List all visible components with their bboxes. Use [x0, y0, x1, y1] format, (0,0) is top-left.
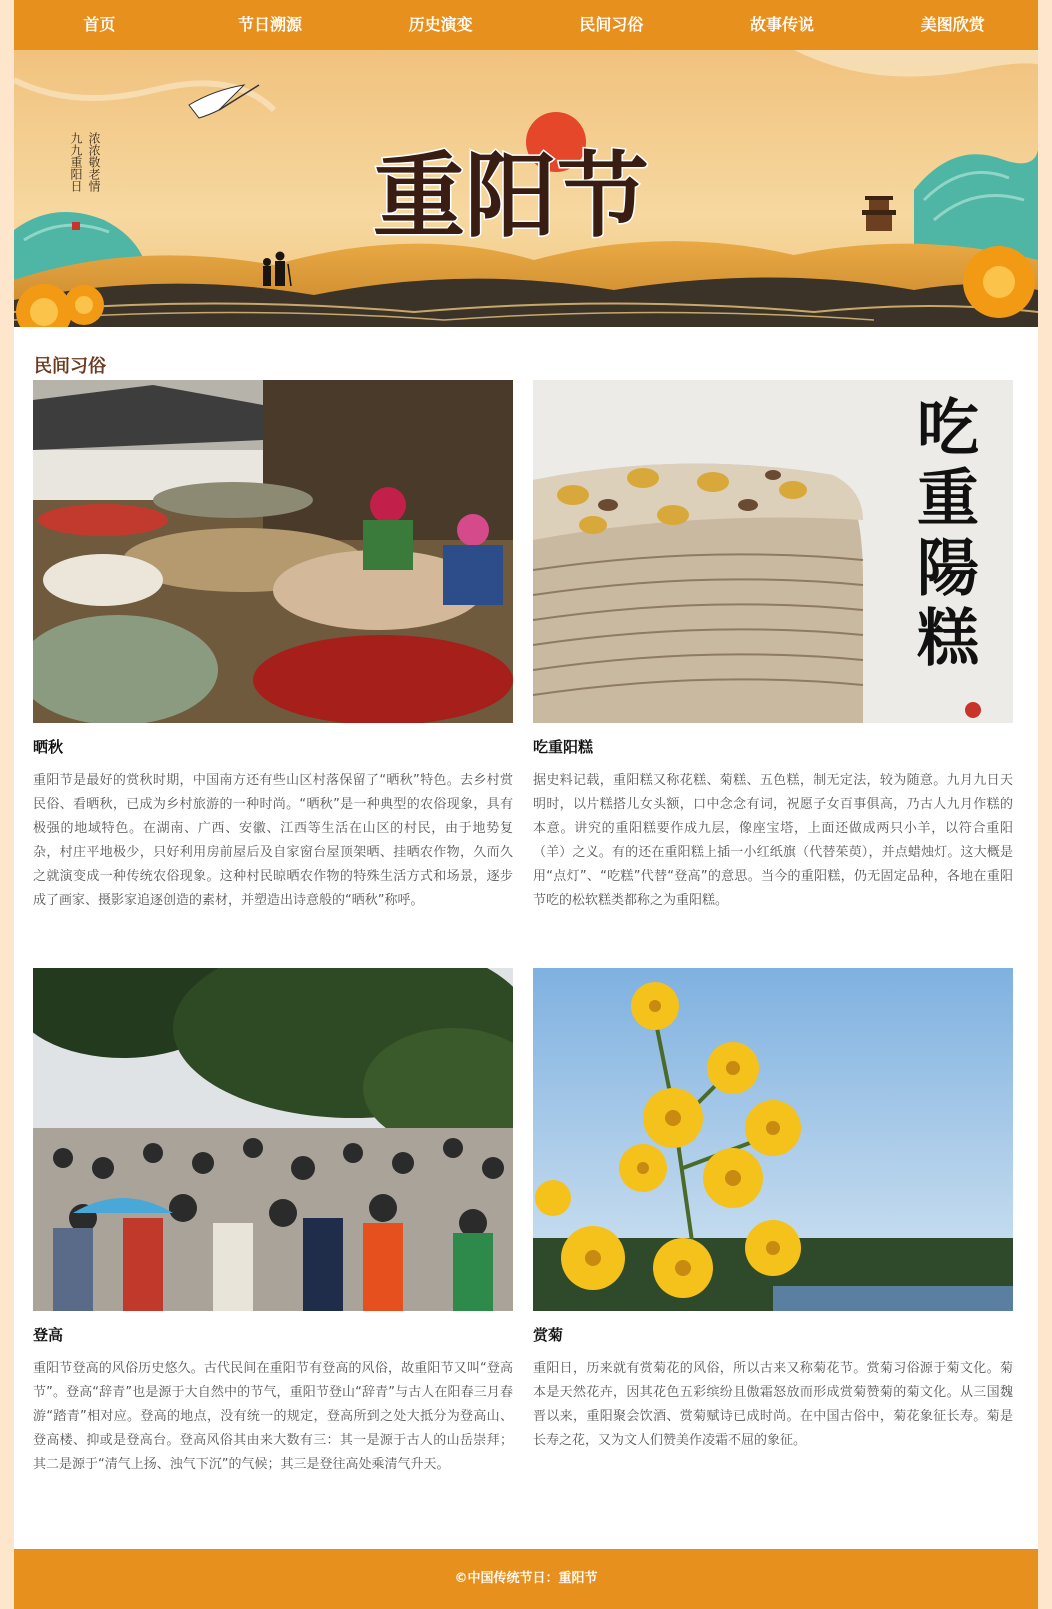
- banner-illustration: [14, 50, 1038, 327]
- drying-crops-image: [33, 380, 513, 723]
- banner-title: 重阳节: [372, 142, 650, 250]
- card-text: 重阳节登高的风俗历史悠久。古代民间在重阳节有登高的风俗，故重阳节又叫“登高节”。登高“辞青”也是源于大自然中的节气，重阳节登山“辞青”与古人在阳春三月春游“踏青”相对应。登高的地点，没有统一的规定，登高所到之处大抵分为登高山、登高楼、抑或是登高台。登高风俗其由来大数有三：其一是源于古人的山岳崇拜；其二是源于“清气上扬、浊气下沉”的气候；其三是登往高处乘清气升天。: [33, 1361, 513, 1472]
- page: [14, 0, 1038, 1609]
- card-text: 据史料记载，重阳糕又称花糕、菊糕、五色糕，制无定法，较为随意。九月九日天明时，以片糕搭儿女头额，口中念念有词，祝愿子女百事俱高，乃古人九月作糕的本意。讲究的重阳糕要作成九层，像座宝塔，上面还做成两只小羊，以符合重阳（羊）之义。有的还在重阳糕上插一小红纸旗（代替茱萸），并点蜡烛灯。这大概是用“点灯”、“吃糕”代替“登高”的意思。当今的重阳糕，仍无固定品种，各地在重阳节吃的松软糕类都称之为重阳糕。: [533, 773, 1013, 908]
- card-title: 登高: [33, 1326, 64, 1344]
- nav-item-history[interactable]: 历史演变: [408, 15, 473, 34]
- card-title: 晒秋: [33, 738, 64, 756]
- nav-item-origin[interactable]: 节日溯源: [238, 15, 303, 34]
- banner-poem-left: 九九重阳日: [69, 132, 83, 192]
- banner-poem-right: 浓浓敬老情: [87, 132, 101, 192]
- card-text: 重阳节是最好的赏秋时期，中国南方还有些山区村落保留了“晒秋”特色。去乡村赏民俗、看晒秋，已成为乡村旅游的一种时尚。“晒秋”是一种典型的农俗现象，具有极强的地域特色。在湖南、广西、安徽、江西等生活在山区的村民，由于地势复杂，村庄平地极少，只好利用房前屋后及自家窗台屋顶架晒、挂晒农作物，久而久之就演变成一种传统农俗现象。这种村民晾晒农作物的特殊生活方式和场景，逐步成了画家、摄影家追逐创造的素材，并塑造出诗意般的“晒秋”称呼。: [33, 773, 513, 908]
- top-nav: [14, 0, 1038, 50]
- card-text: 重阳日，历来就有赏菊花的风俗，所以古来又称菊花节。赏菊习俗源于菊文化。菊本是天然花卉，因其花色五彩缤纷且傲霜怒放而形成赏菊赞菊的菊文化。从三国魏晋以来，重阳聚会饮酒、赏菊赋诗已成时尚。在中国古俗中，菊花象征长寿。菊是长寿之花，又为文人们赞美作凌霜不屈的象征。: [533, 1361, 1013, 1448]
- custom-card-climbing: [33, 968, 513, 1477]
- custom-card-cake: [533, 380, 1013, 913]
- nav-item-legends[interactable]: 故事传说: [750, 15, 815, 34]
- chongyang-cake-image: [533, 380, 1013, 723]
- chrysanthemum-image: [533, 968, 1013, 1311]
- footer: ©中国传统节日：重阳节: [14, 1549, 1038, 1609]
- custom-card-chrysanthemum: [533, 968, 1013, 1453]
- nav-item-gallery[interactable]: 美图欣赏: [920, 15, 985, 34]
- cake-image-text: 吃重陽糕: [906, 395, 980, 675]
- nav-item-customs[interactable]: 民间习俗: [579, 15, 644, 34]
- card-title: 赏菊: [533, 1326, 564, 1344]
- nav-item-home[interactable]: 首页: [83, 15, 116, 34]
- section-title: 民间习俗: [34, 356, 106, 377]
- card-title: 吃重阳糕: [533, 738, 594, 756]
- custom-card-drying: [33, 380, 513, 913]
- climbing-crowd-image: [33, 968, 513, 1311]
- hero-banner: [14, 50, 1038, 327]
